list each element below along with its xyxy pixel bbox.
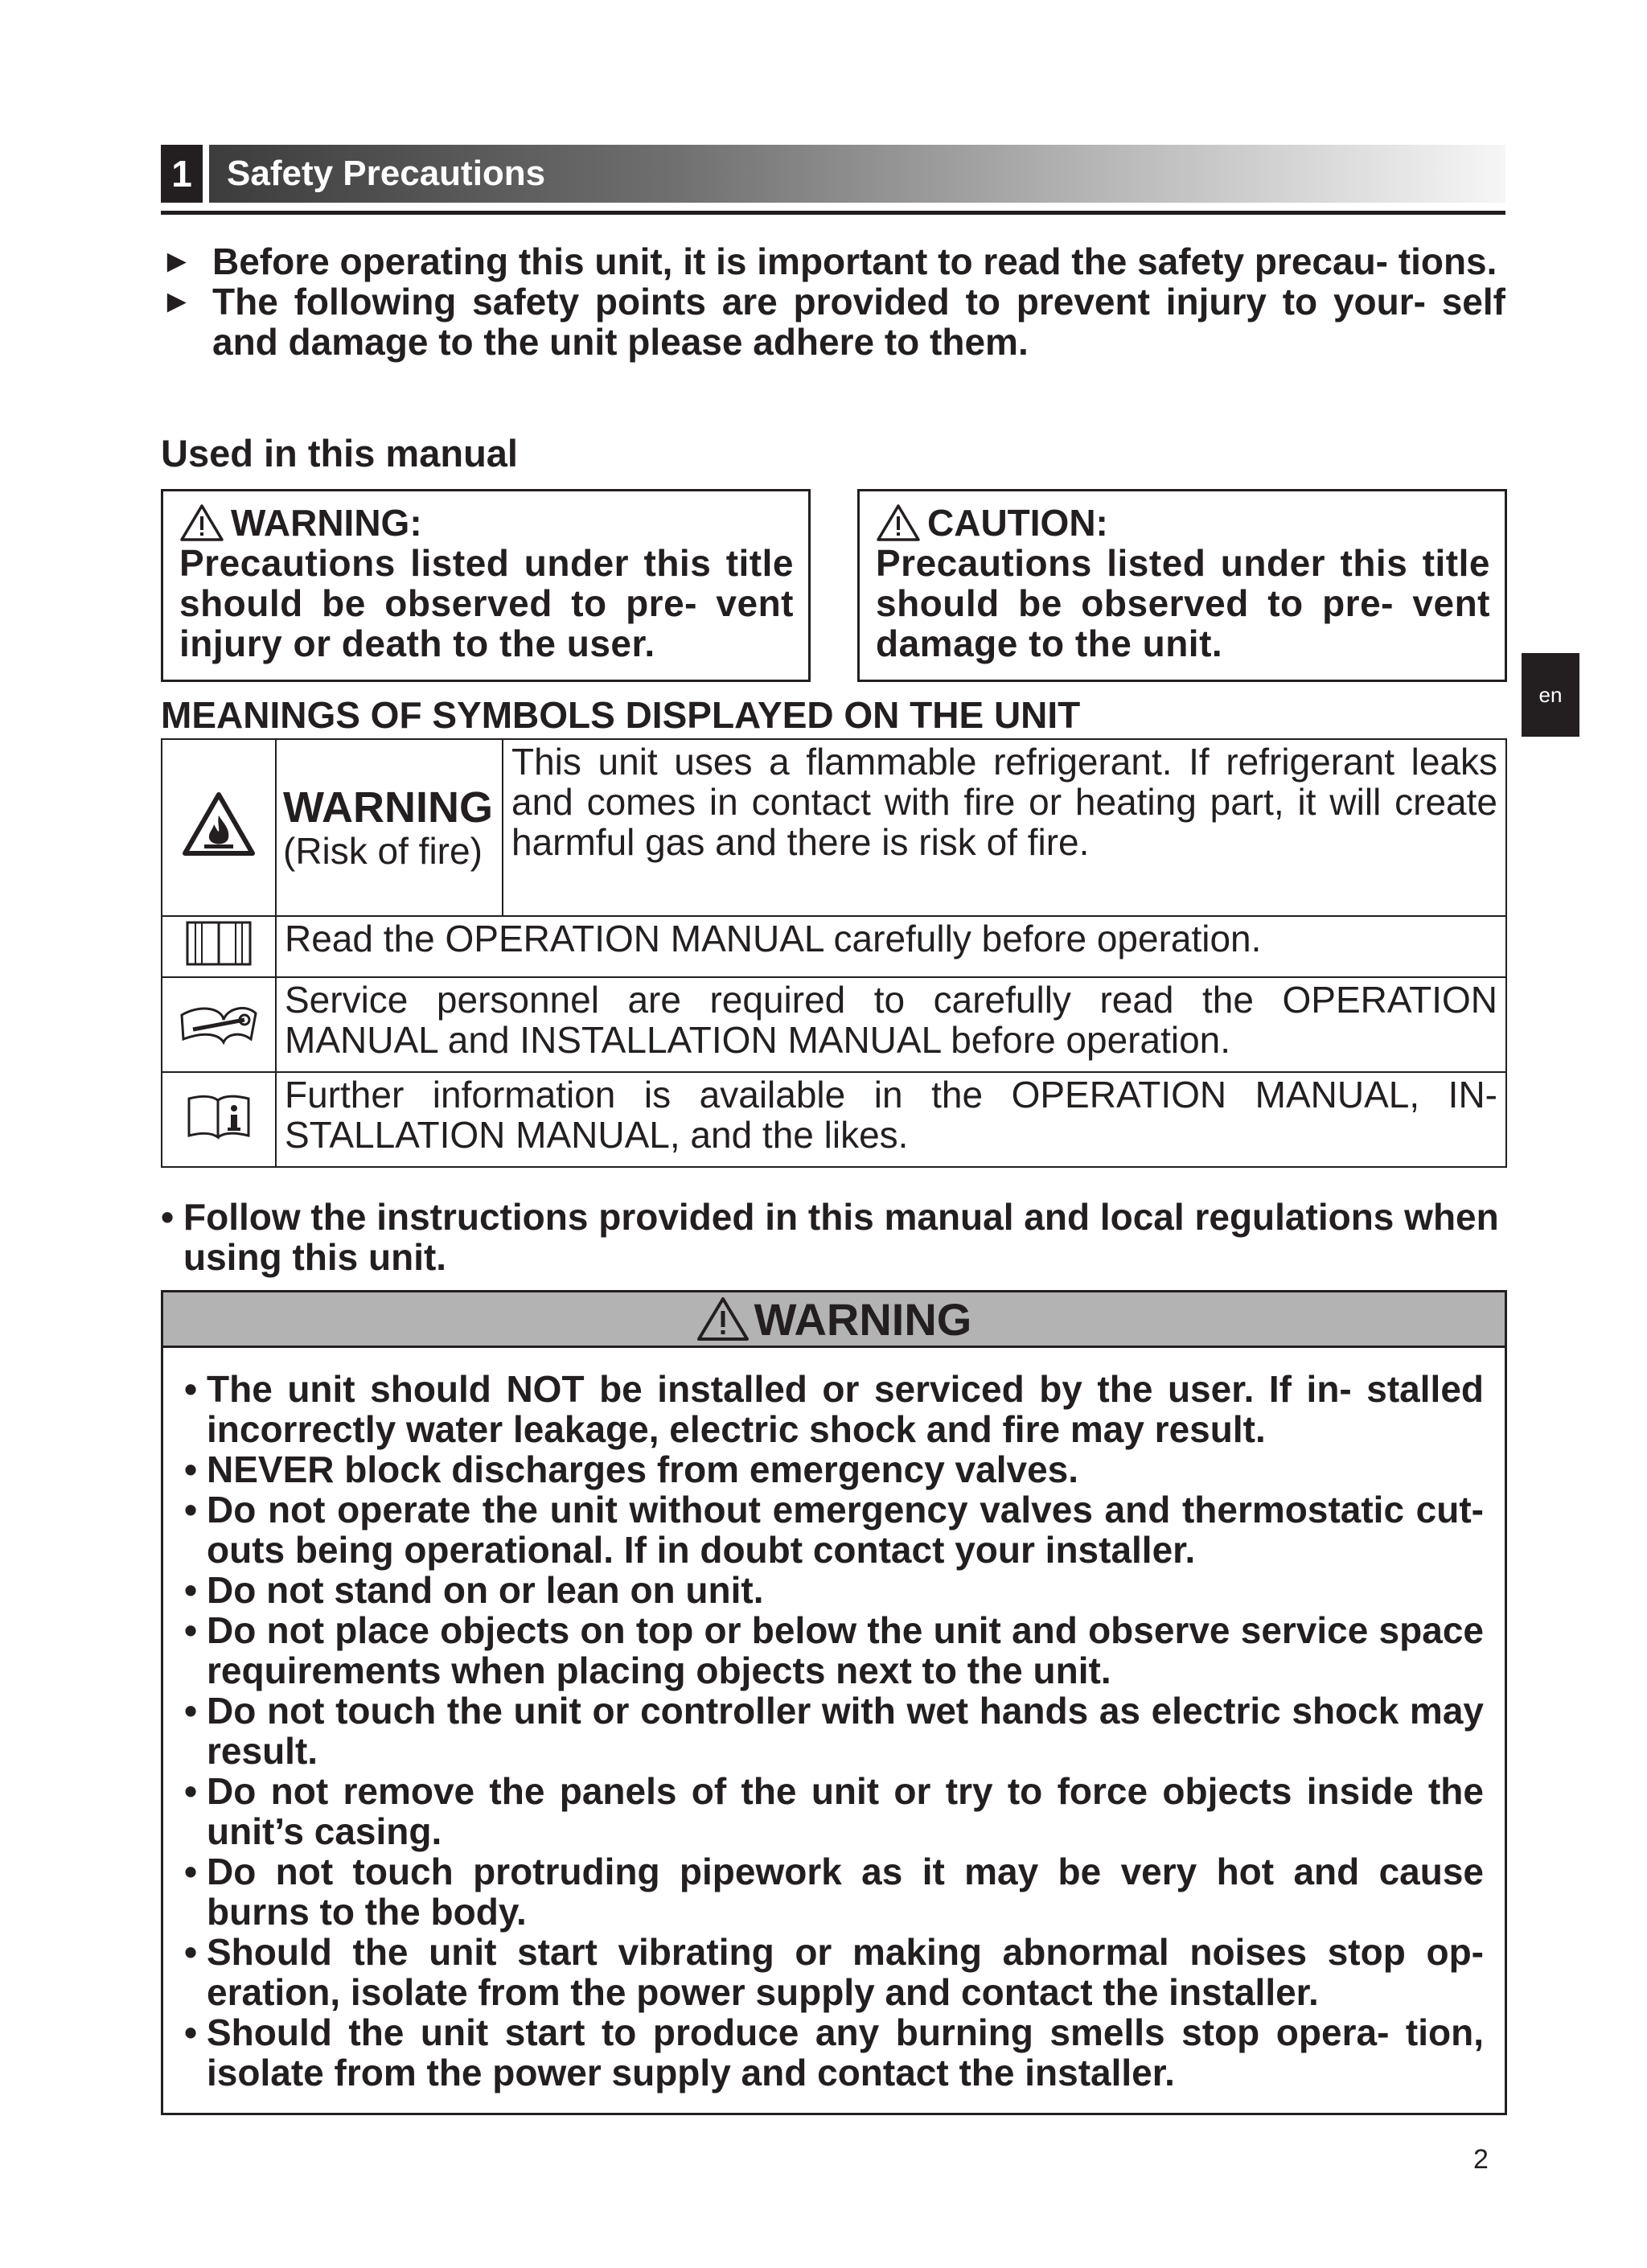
- symbols-table: [161, 738, 1507, 1168]
- bullet: •: [184, 1690, 198, 1732]
- symbol-cell: [162, 1072, 276, 1167]
- fire-warning-label: WARNING: [283, 783, 493, 832]
- bullet: •: [184, 2011, 198, 2053]
- section-title: Safety Precautions: [209, 145, 1505, 203]
- bullet: •: [184, 1851, 198, 1892]
- used-heading: Used in this manual: [161, 432, 518, 475]
- caution-triangle-icon: [876, 503, 921, 542]
- flammable-warning-icon: [182, 791, 256, 857]
- service-description: Service personnel are required to carefully read the OPERATION MANUAL and INSTALLATION MANUAL before operation.: [276, 977, 1506, 1072]
- intro-list: [161, 241, 1505, 362]
- warning-text: The unit should NOT be installed or serviced by the user. If in- stalled incorrectly water leakage, electric shock and fire may result.: [207, 1368, 1484, 1450]
- list-item: [184, 2012, 1484, 2093]
- caution-notice-body: Precautions listed under this title should be observed to pre- vent damage to the unit.: [876, 542, 1490, 664]
- warning-notice-box: [161, 489, 811, 682]
- fire-warning-description: This unit uses a flammable refrigerant. If refrigerant leaks and comes in contact with fire or heating part, it will create harmful gas and there is risk of fire.: [503, 739, 1506, 916]
- symbol-label-cell: [276, 739, 503, 916]
- warning-text: Do not touch the unit or controller with wet hands as electric shock may result.: [207, 1690, 1484, 1772]
- warning-box-header: [163, 1292, 1505, 1348]
- table-row: [162, 1072, 1506, 1167]
- warning-box: [161, 1290, 1507, 2115]
- warning-notice-body: Precautions listed under this title should be observed to pre- vent injury or death to the user.: [179, 542, 794, 664]
- service-manual-icon: [177, 996, 261, 1047]
- section-header: [161, 145, 1505, 203]
- warning-text: Do not remove the panels of the unit or try to force objects inside the unit’s casing.: [207, 1770, 1484, 1852]
- list-item: [184, 1369, 1484, 1449]
- info-description: Further information is available in the OPERATION MANUAL, IN- STALLATION MANUAL, and the likes.: [276, 1072, 1506, 1167]
- information-icon: [183, 1091, 255, 1142]
- warning-triangle-icon: [179, 503, 224, 542]
- warning-text: Do not stand on or lean on unit.: [207, 1569, 764, 1611]
- list-item: [184, 1449, 1484, 1489]
- warning-triangle-icon: [696, 1296, 750, 1341]
- list-item: [184, 1610, 1484, 1691]
- intro-item: [161, 281, 1505, 362]
- intro-text: Before operating this unit, it is important to read the safety precau- tions.: [212, 240, 1497, 282]
- section-rule: [161, 211, 1505, 215]
- list-item: [184, 1489, 1484, 1570]
- bullet: •: [161, 1196, 175, 1238]
- operation-manual-icon: [183, 918, 255, 969]
- warning-text: Should the unit start vibrating or making abnormal noises stop op- eration, isolate from the power supply and contact the installer.: [207, 1931, 1484, 2013]
- language-tab: en: [1522, 653, 1579, 737]
- page-number: 2: [1473, 2144, 1489, 2175]
- bullet: •: [184, 1448, 198, 1490]
- bullet: •: [184, 1931, 198, 1973]
- table-row: [162, 739, 1506, 916]
- symbol-cell: [162, 916, 276, 977]
- table-row: [162, 977, 1506, 1072]
- list-item: [184, 1691, 1484, 1771]
- list-item: [184, 1932, 1484, 2012]
- table-row: [162, 916, 1506, 977]
- warning-list: [163, 1348, 1505, 2093]
- bullet: •: [184, 1569, 198, 1611]
- list-item: [184, 1851, 1484, 1932]
- fire-warning-sublabel: (Risk of fire): [283, 830, 483, 872]
- warning-text: Should the unit start to produce any burning smells stop opera- tion, isolate from the power supply and contact the installer.: [207, 2011, 1484, 2093]
- bullet: •: [184, 1368, 198, 1410]
- intro-item: [161, 241, 1505, 281]
- caution-notice-box: [857, 489, 1507, 682]
- follow-note: [161, 1197, 1505, 1277]
- warning-text: NEVER block discharges from emergency valves.: [207, 1448, 1079, 1490]
- bullet: •: [184, 1609, 198, 1651]
- caution-notice-title: CAUTION:: [927, 502, 1108, 544]
- bullet: •: [184, 1770, 198, 1812]
- symbol-cell: [162, 977, 276, 1072]
- warning-text: Do not operate the unit without emergency valves and thermostatic cut-outs being operational. If in doubt contact your installer.: [207, 1489, 1484, 1571]
- symbol-cell: [162, 739, 276, 916]
- warning-notice-title: WARNING:: [231, 502, 422, 544]
- section-number: 1: [161, 145, 203, 203]
- follow-text: Follow the instructions provided in this manual and local regulations when using this unit.: [183, 1196, 1499, 1278]
- meanings-heading: MEANINGS OF SYMBOLS DISPLAYED ON THE UNIT: [161, 694, 1081, 736]
- warning-text: Do not touch protruding pipework as it may be very hot and cause burns to the body.: [207, 1851, 1484, 1933]
- manual-description: Read the OPERATION MANUAL carefully before operation.: [276, 916, 1506, 977]
- list-item: [184, 1771, 1484, 1851]
- warning-box-title: WARNING: [754, 1293, 972, 1345]
- warning-text: Do not place objects on top or below the unit and observe service space requirements when placing objects next to the unit.: [207, 1609, 1484, 1691]
- arrow-icon: ►: [161, 284, 193, 319]
- intro-text: The following safety points are provided to prevent injury to your- self and damage to the unit please adhere to them.: [212, 281, 1505, 363]
- bullet: •: [184, 1489, 198, 1530]
- list-item: [184, 1570, 1484, 1610]
- arrow-icon: ►: [161, 244, 193, 279]
